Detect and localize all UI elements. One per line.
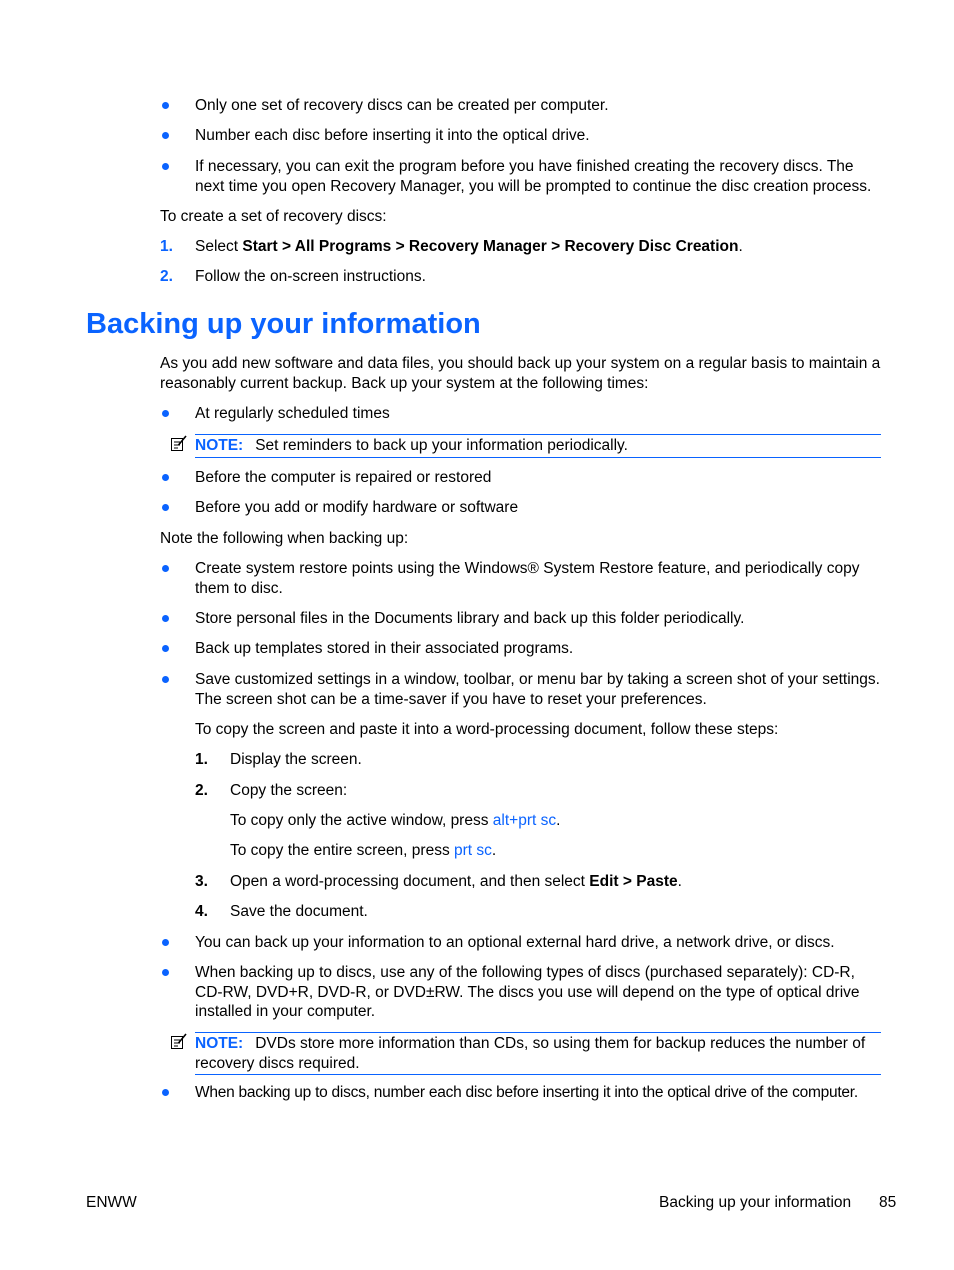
step-number: 1.	[195, 751, 208, 768]
copy-step-2: Copy the screen:	[230, 782, 348, 799]
key-combo: alt+prt sc	[492, 812, 557, 829]
step-number: 4.	[195, 903, 208, 920]
step-text: Select	[195, 238, 243, 255]
bullet-dot-icon	[162, 410, 169, 417]
create-step-1	[195, 237, 885, 257]
bullet-dot-icon	[162, 474, 169, 481]
list-item: Before you add or modify hardware or software	[195, 499, 519, 516]
footer-left: ENWW	[86, 1194, 137, 1211]
list-item: If necessary, you can exit the program before you have finished creating the recovery discs. The next time you open Recovery Manager, you will be prompted to continue the disc creation process.	[195, 158, 872, 195]
step-number: 2.	[195, 782, 208, 799]
list-item: At regularly scheduled times	[195, 405, 390, 422]
menu-path: Start > All Programs > Recovery Manager > Recovery Disc Creation	[242, 238, 739, 255]
list-item: When backing up to discs, number each disc before inserting it into the optical drive of the computer.	[195, 1084, 858, 1101]
note-text: Set reminders to back up your information periodically.	[255, 437, 628, 454]
bullet-dot-icon	[162, 565, 169, 572]
copy-intro: To copy the screen and paste it into a word-processing document, follow these steps:	[195, 721, 779, 738]
section-intro: As you add new software and data files, you should back up your system on a regular basis to maintain a reasonably current backup. Back up your system at the following times:	[160, 355, 881, 392]
bullet-dot-icon	[162, 504, 169, 511]
copy-step-4: Save the document.	[230, 903, 368, 920]
create-step-2: Follow the on-screen instructions.	[195, 268, 426, 285]
note-text: DVDs store more information than CDs, so using them for backup reduces the number of recovery discs required.	[195, 1035, 866, 1072]
section-title: Backing up your information	[86, 308, 481, 340]
following-intro: Note the following when backing up:	[160, 530, 409, 547]
footer-section: Backing up your information	[659, 1194, 852, 1211]
list-item: Back up templates stored in their associated programs.	[195, 640, 574, 657]
step-text: Open a word-processing document, and then select	[230, 873, 590, 890]
substep-punct: .	[491, 842, 497, 859]
list-item: Create system restore points using the Windows® System Restore feature, and periodically copy them to disc.	[195, 560, 860, 597]
bullet-dot-icon	[162, 163, 169, 170]
step-number: 2.	[160, 268, 173, 285]
step-number: 3.	[195, 873, 208, 890]
note-label: NOTE:	[195, 1035, 244, 1052]
copy-substep-window	[230, 811, 885, 831]
bullet-dot-icon	[162, 676, 169, 683]
list-item: When backing up to discs, use any of the following types of discs (purchased separately): CD-R, CD-RW, DVD+R, DVD-R, or DVD±RW. The discs you use will depend on the type of optical drive installed in your computer.	[195, 964, 860, 1020]
bullet-dot-icon	[162, 645, 169, 652]
list-item: You can back up your information to an optional external hard drive, a network drive, or discs.	[195, 934, 835, 951]
copy-substep-screen	[230, 841, 885, 861]
bullet-dot-icon	[162, 1089, 169, 1096]
substep-text: To copy the entire screen, press	[230, 842, 455, 859]
note-label: NOTE:	[195, 437, 244, 454]
create-intro: To create a set of recovery discs:	[160, 208, 387, 225]
copy-step-3	[230, 872, 885, 892]
list-item: Before the computer is repaired or restored	[195, 469, 492, 486]
copy-step-1: Display the screen.	[230, 751, 362, 768]
key-combo: prt sc	[454, 842, 492, 859]
list-item: Only one set of recovery discs can be created per computer.	[195, 97, 609, 114]
list-item: Number each disc before inserting it into the optical drive.	[195, 127, 590, 144]
note-box	[195, 434, 881, 458]
bullet-dot-icon	[162, 102, 169, 109]
menu-path: Edit > Paste	[589, 873, 678, 890]
note-pencil-icon	[170, 1033, 188, 1051]
bullet-dot-icon	[162, 969, 169, 976]
list-item: Save customized settings in a window, toolbar, or menu bar by taking a screen shot of your settings. The screen shot can be a time-saver if you have to reset your preferences.	[195, 671, 880, 708]
list-item: Store personal files in the Documents library and back up this folder periodically.	[195, 610, 745, 627]
step-punct: .	[738, 238, 743, 255]
page-number: 85	[879, 1194, 897, 1211]
step-number: 1.	[160, 238, 173, 255]
bullet-dot-icon	[162, 132, 169, 139]
substep-punct: .	[556, 812, 561, 829]
bullet-dot-icon	[162, 939, 169, 946]
note-pencil-icon	[170, 435, 188, 453]
note-box	[195, 1032, 881, 1075]
substep-text: To copy only the active window, press	[230, 812, 493, 829]
bullet-dot-icon	[162, 615, 169, 622]
step-punct: .	[677, 873, 682, 890]
